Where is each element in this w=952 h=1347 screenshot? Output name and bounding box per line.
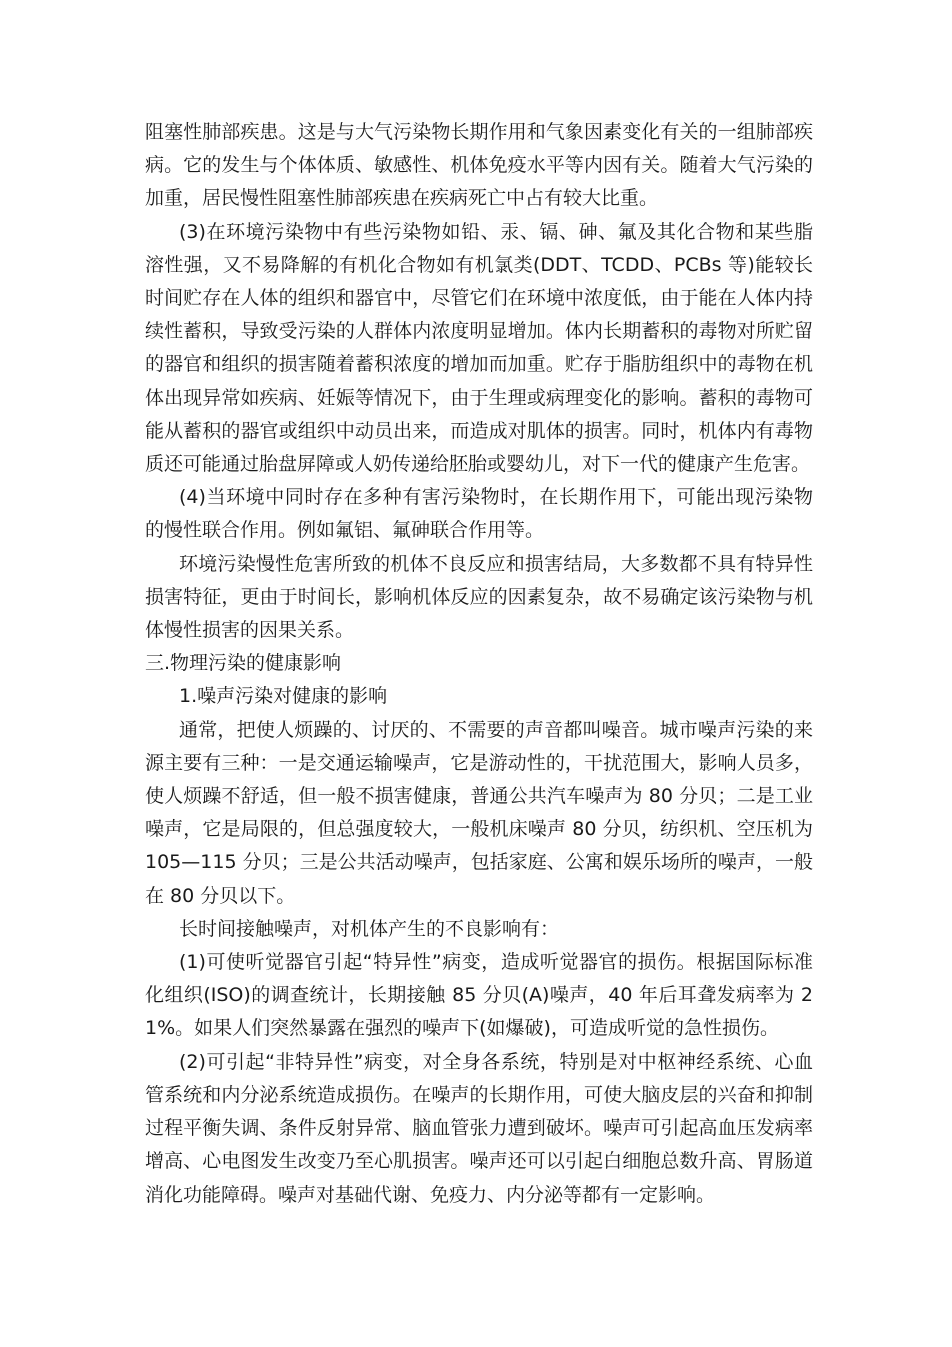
document-body <box>145 116 813 1212</box>
paragraph-copd-continuation: 阻塞性肺部疾患。这是与大气污染物长期作用和气象因素变化有关的一组肺部疾病。它的发生与个体体质、敏感性、机体免疫水平等内因有关。随着大气污染的加重，居民慢性阻塞性肺部疾患在疾病死亡中占有较大比重。 <box>145 121 813 210</box>
paragraph-noise-point-2: (2)可引起“非特异性”病变，对全身各系统，特别是对中枢神经系统、心血管系统和内分泌系统造成损伤。在噪声的长期作用，可使大脑皮层的兴奋和抑制过程平衡失调、条件反射异常、脑血管张力遭到破坏。噪声可引起高血压发病率增高、心电图发生改变乃至心肌损害。噪声还可以引起白细胞总数升高、胃肠道消化功能障碍。噪声对基础代谢、免疫力、内分泌等都有一定影响。 <box>145 1050 813 1206</box>
section-heading-physical-pollution: 三.物理污染的健康影响 <box>145 652 342 675</box>
paragraph-noise-point-1: (1)可使听觉器官引起“特异性”病变，造成听觉器官的损伤。根据国际标准化组织(ISO)的调查统计，长期接触 85 分贝(A)噪声，40 年后耳聋发病率为 21%。如果人们突然暴露在强烈的噪声下(如爆破)，可造成听觉的急性损伤。 <box>145 951 813 1040</box>
subsection-heading-noise: 1.噪声污染对健康的影响 <box>179 685 388 708</box>
paragraph-point-4-combined: (4)当环境中同时存在多种有害污染物时，在长期作用下，可能出现污染物的慢性联合作用。例如氟铝、氟砷联合作用等。 <box>145 486 813 542</box>
paragraph-point-3-accumulation: (3)在环境污染物中有些污染物如铅、汞、镉、砷、氟及其化合物和某些脂溶性强，又不易降解的有机化合物如有机氯类(DDT、TCDD、PCBs 等)能较长时间贮存在人体的组织和器官中，尽管它们在环境中浓度低，由于能在人体内持续性蓄积，导致受污染的人群体内浓度明显增加。体内长期蓄积的毒物对所贮留的器官和组织的损害随着蓄积浓度的增加而加重。贮存于脂肪组织中的毒物在机体出现异常如疾病、妊娠等情况下，由于生理或病理变化的影响。蓄积的毒物可能从蓄积的器官或组织中动员出来，而造成对肌体的损害。同时，机体内有毒物质还可能通过胎盘屏障或人奶传递给胚胎或婴幼儿，对下一代的健康产生危害。 <box>145 220 813 476</box>
paragraph-noise-effects-intro: 长时间接触噪声，对机体产生的不良影响有： <box>179 917 560 940</box>
paragraph-chronic-summary: 环境污染慢性危害所致的机体不良反应和损害结局，大多数都不具有特异性损害特征，更由于时间长，影响机体反应的因素复杂，故不易确定该污染物与机体慢性损害的因果关系。 <box>145 552 813 642</box>
paragraph-noise-sources: 通常，把使人烦躁的、讨厌的、不需要的声音都叫噪音。城市噪声污染的来源主要有三种：一是交通运输噪声，它是游动性的，干扰范围大，影响人员多，使人烦躁不舒适，但一般不损害健康，普通公共汽车噪声为 80 分贝；二是工业噪声，它是局限的，但总强度较大，一般机床噪声 80 分贝，纺织机、空压机为105—115 分贝；三是公共活动噪声，包括家庭、公寓和娱乐场所的噪声，一般在 80 分贝以下。 <box>145 718 813 907</box>
